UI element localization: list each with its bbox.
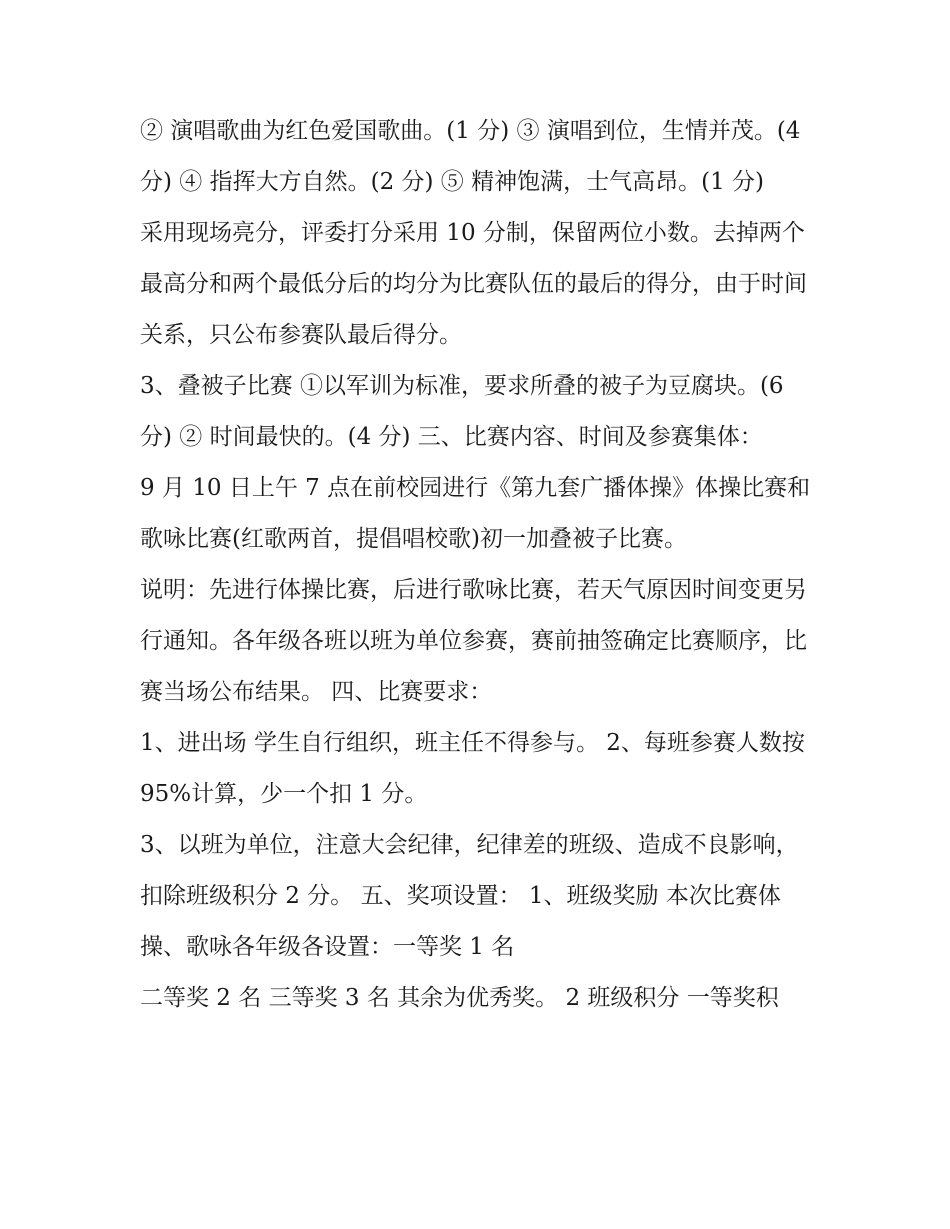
- paragraph-requirements-1: 1、进出场 学生自行组织，班主任不得参与。 2、每班参赛人数按 95%计算，少一个扣 1 分。: [140, 730, 813, 807]
- paragraph-singing-criteria: ② 演唱歌曲为红色爱国歌曲。(1 分) ③ 演唱到位，生情并茂。(4 分) ④ 指挥大方自然。(2 分) ⑤ 精神饱满，士气高昂。(1 分): [140, 118, 808, 195]
- paragraph-explanation: 说明：先进行体操比赛，后进行歌咏比赛，若天气原因时间变更另行通知。各年级各班以班为单位参赛，赛前抽签确定比赛顺序，比赛当场公布结果。 四、比赛要求：: [140, 577, 807, 705]
- paragraph-awards: 二等奖 2 名 三等奖 3 名 其余为优秀奖。 2 班级积分 一等奖积: [140, 985, 779, 1011]
- document-body: [140, 106, 820, 1024]
- paragraph-quilt-folding: 3、叠被子比赛 ①以军训为标准，要求所叠的被子为豆腐块。(6 分) ② 时间最快的。(4 分) 三、比赛内容、时间及参赛集体：: [140, 373, 791, 450]
- paragraph-scoring-method: 采用现场亮分，评委打分采用 10 分制，保留两位小数。去掉两个最高分和两个最低分后的均分为比赛队伍的最后的得分，由于时间关系，只公布参赛队最后得分。: [140, 220, 807, 348]
- paragraph-schedule: 9 月 10 日上午 7 点在前校园进行《第九套广播体操》体操比赛和歌咏比赛(红歌两首，提倡唱校歌)初一加叠被子比赛。: [140, 475, 811, 552]
- paragraph-requirements-3: 3、以班为单位，注意大会纪律，纪律差的班级、造成不良影响，扣除班级积分 2 分。 五、奖项设置： 1、班级奖励 本次比赛体操、歌咏各年级各设置：一等奖 1 名: [140, 832, 799, 960]
